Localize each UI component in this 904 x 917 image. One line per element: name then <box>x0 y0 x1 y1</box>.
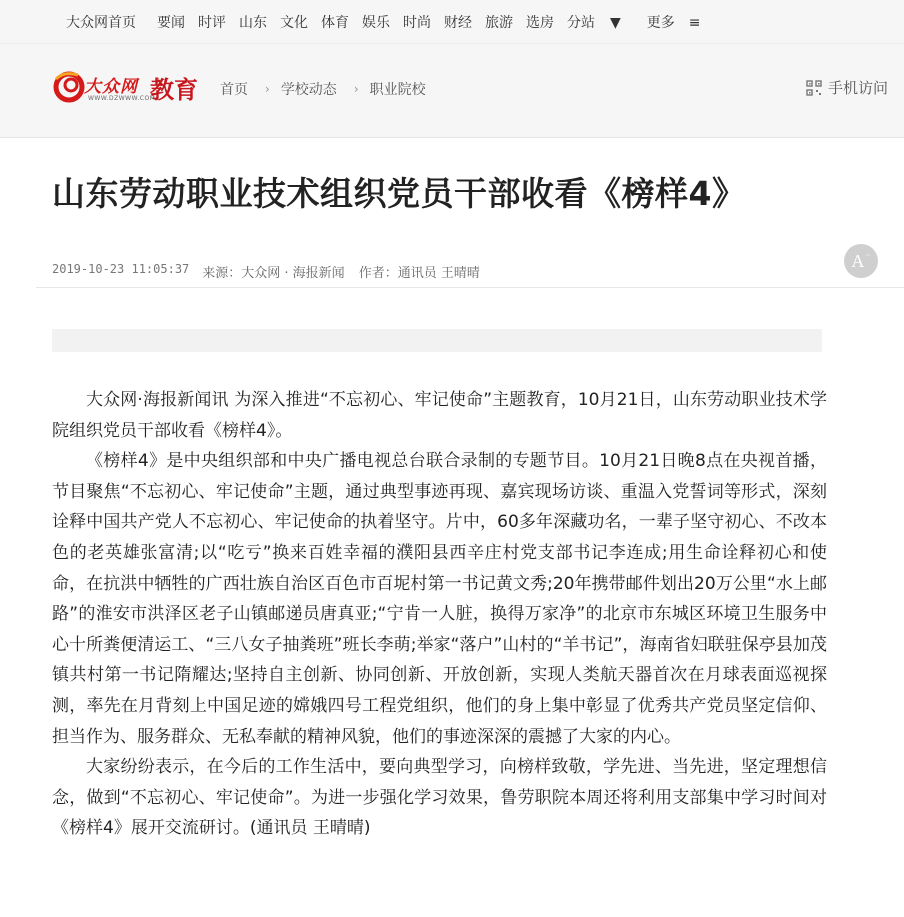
publish-time: 2019-10-23 11:05:37 <box>52 262 190 276</box>
nav-item-entertainment[interactable]: 娱乐 <box>362 15 390 31</box>
qr-code-icon <box>806 80 822 96</box>
branches-label: 分站 <box>567 15 595 31</box>
article-paragraph: 大家纷纷表示，在今后的工作生活中，要向典型学习，向榜样致敬，学先进、当先进，坚定理想信念，做到“不忘初心、牢记使命”。为进一步强化学习效果，鲁劳职院本周还将利用支部集中学习时间对《榜样4》展开交流研讨。(通讯员 王晴晴) <box>52 757 827 839</box>
caret-down-icon: ▼ <box>610 15 621 31</box>
font-size-button[interactable] <box>844 244 878 278</box>
brand-name: 大众网 <box>84 77 138 97</box>
nav-item-travel[interactable]: 旅游 <box>485 15 513 31</box>
breadcrumb-school-news[interactable]: 学校动态 <box>280 82 337 98</box>
breadcrumb-vocational[interactable]: 职业院校 <box>369 82 426 98</box>
more-label: 更多 <box>646 15 675 31</box>
nav-item-finance[interactable]: 财经 <box>444 15 472 31</box>
menu-lines-icon: ≡ <box>688 15 701 31</box>
article-source: 来源：大众网 · 海报新闻 <box>202 266 345 281</box>
mobile-access-link[interactable] <box>806 77 888 98</box>
top-nav <box>0 0 904 44</box>
nav-item-home[interactable]: 大众网首页 <box>66 15 136 31</box>
nav-item-branches[interactable] <box>567 12 634 32</box>
breadcrumb-home[interactable]: 首页 <box>220 82 248 98</box>
nav-item-fashion[interactable]: 时尚 <box>403 15 431 31</box>
article-paragraph: 《榜样4》是中央组织部和中央广播电视总台联合录制的专题节目。10月21日晚8点在央视首播，节目聚焦“不忘初心、牢记使命”主题，通过典型事迹再现、嘉宾现场访谈、重温入党誓词等形式，深刻诠释中国共产党人不忘初心、牢记使命的执着坚守。片中，60多年深藏功名，一辈子坚守初心、不改本色的老英雄张富清;以“吃亏”换来百姓幸福的濮阳县西辛庄村党支部书记李连成;用生命诠释初心和使命，在抗洪中牺牲的广西壮族自治区百色市百坭村第一书记黄文秀;20年携带邮件划出20万公里“水上邮路”的淮安市洪泽区老子山镇邮递员唐真亚;“宁肯一人脏，换得万家净”的北京市东城区环境卫生服务中心十所粪便清运工、“三八女子抽粪班”班长李萌;举家“落户”山村的“羊书记”，海南省妇联驻保亭县加茂镇共村第一书记隋耀达;坚持自主创新、协同创新、开放创新，实现人类航天器首次在月球表面巡视探测，率先在月背刻上中国足迹的嫦娥四号工程党组织，他们的身上集中彰显了优秀共产党员坚定信仰、担当作为、服务群众、无私奉献的精神风貌，他们的事迹深深的震撼了大家的内心。 <box>52 451 827 747</box>
brand-url: WWW.DZWWW.COM <box>88 95 156 102</box>
site-header <box>0 44 904 138</box>
site-logo[interactable] <box>52 69 202 109</box>
page-title: 山东劳动职业技术组织党员干部收看《榜样4》 <box>52 174 746 213</box>
section-name: 教育 <box>150 75 198 104</box>
top-nav-links <box>66 12 727 32</box>
meta-divider <box>36 287 904 288</box>
chevron-right-icon: › <box>353 82 359 96</box>
nav-item-news[interactable]: 要闻 <box>157 15 185 31</box>
swirl-logo-icon <box>52 69 86 103</box>
nav-item-culture[interactable]: 文化 <box>280 15 308 31</box>
plus-minus-icon: ⁻ <box>865 251 871 263</box>
nav-item-sports[interactable]: 体育 <box>321 15 349 31</box>
nav-item-commentary[interactable]: 时评 <box>198 15 226 31</box>
article-paragraph: 大众网·海报新闻讯 为深入推进“不忘初心、牢记使命”主题教育，10月21日，山东劳动职业技术学院组织党员干部收看《榜样4》。 <box>52 390 827 441</box>
nav-item-more[interactable] <box>647 12 714 32</box>
article-meta <box>52 262 480 281</box>
breadcrumb <box>220 79 426 99</box>
mobile-access-label: 手机访问 <box>827 79 888 97</box>
nav-item-shandong[interactable]: 山东 <box>239 15 267 31</box>
ad-placeholder <box>52 329 822 352</box>
font-size-icon: A <box>851 250 865 271</box>
article-body <box>52 385 827 844</box>
nav-item-housing[interactable]: 选房 <box>526 15 554 31</box>
chevron-right-icon: › <box>265 82 270 96</box>
article-author: 作者：通讯员 王晴晴 <box>358 266 480 281</box>
